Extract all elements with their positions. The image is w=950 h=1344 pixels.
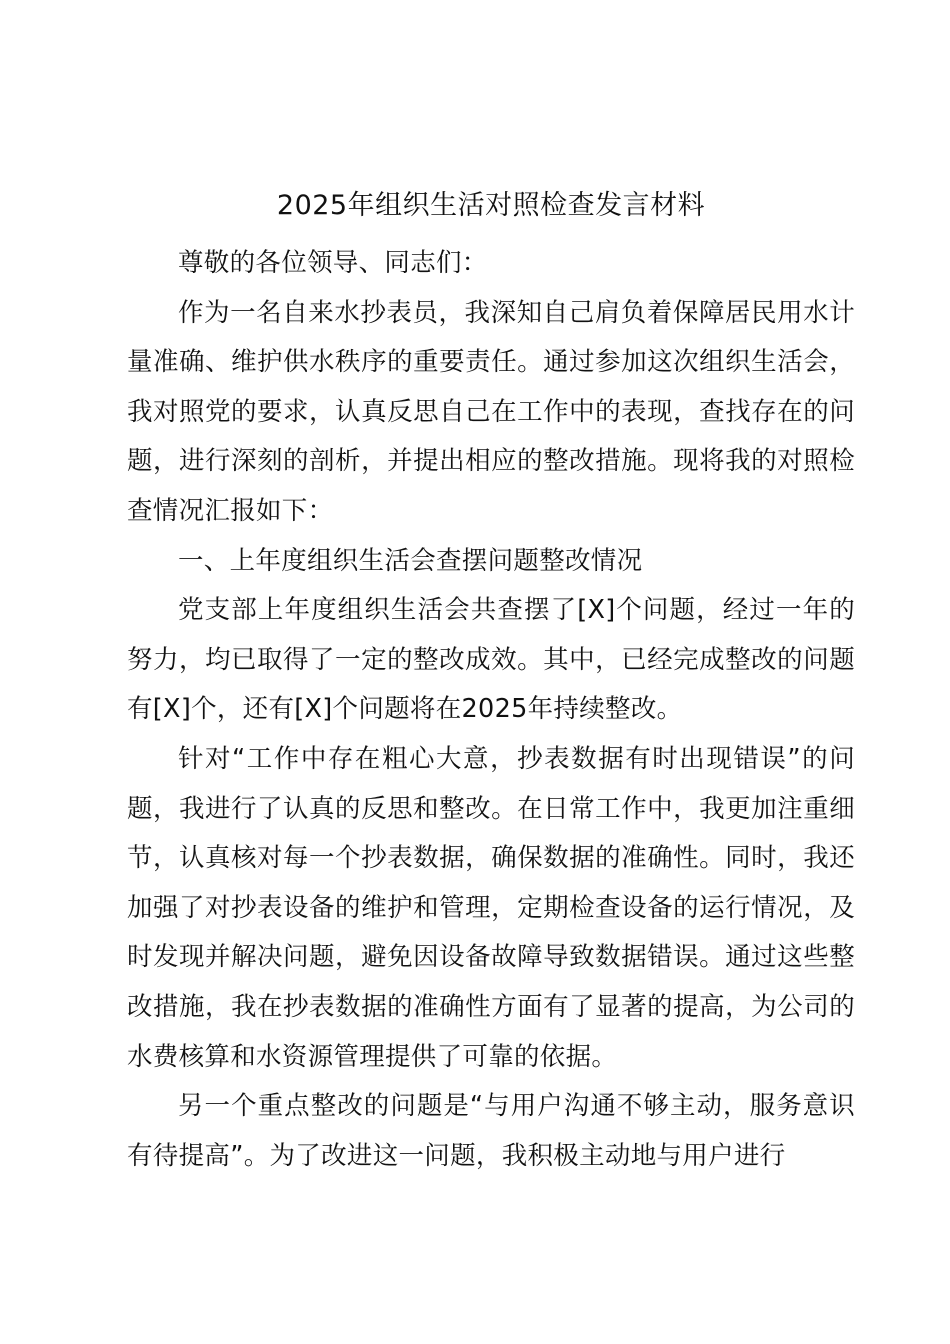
section-heading: 一、上年度组织生活会查摆问题整改情况 bbox=[178, 545, 643, 576]
document-body bbox=[127, 183, 855, 1181]
paragraph-intro: 作为一名自来水抄表员，我深知自己肩负着保障居民用水计量准确、维护供水秩序的重要责任。通过参加这次组织生活会，我对照党的要求，认真反思自己在工作中的表现，查找存在的问题，进行深刻的剖析，并提出相应的整改措施。现将我的对照检查情况汇报如下： bbox=[127, 297, 855, 526]
paragraph-user-communication: 另一个重点整改的问题是“与用户沟通不够主动，服务意识有待提高”。为了改进这一问题，我积极主动地与用户进行 bbox=[127, 1091, 855, 1171]
paragraph-rectification-summary: 党支部上年度组织生活会共查摆了[X]个问题，经过一年的努力，均已取得了一定的整改成效。其中，已经完成整改的问题有[X]个，还有[X]个问题将在2025年持续整改。 bbox=[127, 595, 855, 725]
salutation: 尊敬的各位领导、同志们： bbox=[178, 248, 488, 278]
document-title: 2025年组织生活对照检查发言材料 bbox=[276, 190, 706, 221]
paragraph-data-accuracy: 针对“工作中存在粗心大意，抄表数据有时出现错误”的问题，我进行了认真的反思和整改。在日常工作中，我更加注重细节，认真核对每一个抄表数据，确保数据的准确性。同时，我还加强了对抄表设备的维护和管理，定期检查设备的运行情况，及时发现并解决问题，避免因设备故障导致数据错误。通过这些整改措施，我在抄表数据的准确性方面有了显著的提高，为公司的水费核算和水资源管理提供了可靠的依据。 bbox=[127, 743, 855, 1072]
